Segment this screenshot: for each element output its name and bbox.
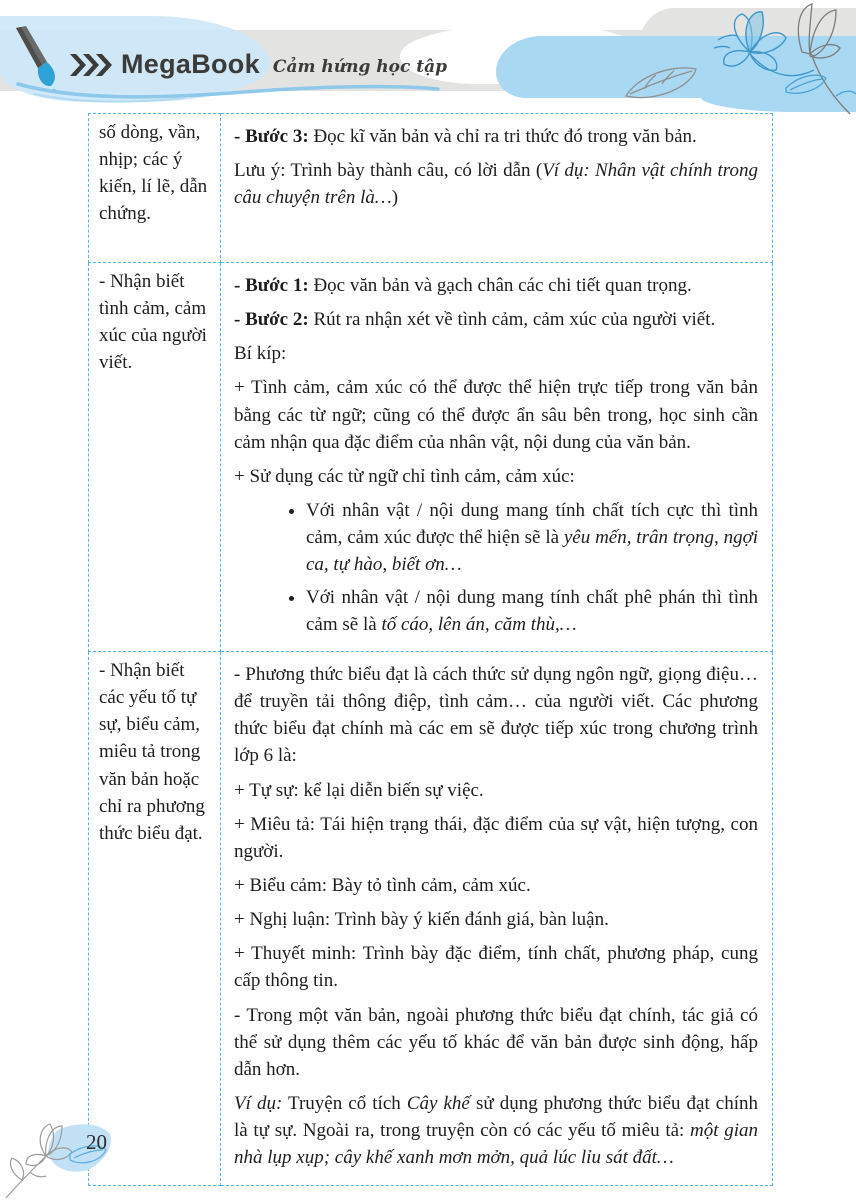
text-segment: Rút ra nhận xét về tình cảm, cảm xúc của người viết. (308, 309, 716, 331)
text-segment: + Biểu cảm: Bày tỏ tình cảm, cảm xúc. (234, 874, 531, 896)
row-detail-cell (221, 651, 773, 1185)
flowers-top-right-decoration (600, 0, 856, 122)
content-table-body (89, 114, 773, 1186)
paragraph (234, 1090, 758, 1171)
text-segment: Ví dụ: (234, 1093, 283, 1115)
text-segment: Lưu ý: Trình bày thành câu, có lời dẫn ( (234, 160, 543, 182)
text-segment: + Tình cảm, cảm xúc có thể được thể hiện trực tiếp trong văn bản bằng các từ ngữ; cũng có thể được ẩn sâu bên trong, học sinh cần cảm nhận qua đặc điểm của nhân vật, nội dung của văn bản. (234, 377, 758, 453)
row-topic-cell (89, 114, 221, 263)
text-segment: Đọc văn bản và gạch chân các chi tiết quan trọng. (308, 275, 692, 296)
text-segment: - Phương thức biểu đạt là cách thức sử dụng ngôn ngữ, giọng điệu… để truyền tải thông điệp, tình cảm… của người viết. Các phương thức biểu đạt chính mà các em sẽ được tiếp xúc trong chương trình lớp 6 là: (234, 663, 758, 767)
table-row (89, 263, 773, 652)
row-detail-cell (221, 114, 773, 263)
text-segment: Với nhân vật / nội dung mang tính chất tích cực thì tình cảm, cảm xúc được thể hiện sẽ là (306, 500, 758, 549)
row-topic-text: - Nhận biết tình cảm, cảm xúc của người viết. (99, 271, 207, 374)
text-segment: một gian nhà lụp xụp; cây khế xanh mơn mởn, quả lúc lỉu sát đất… (234, 1120, 758, 1169)
text-segment: - Bước 2: (234, 309, 309, 331)
text-segment: - Bước 3: (234, 126, 309, 147)
text-segment: Bí kíp: (234, 343, 287, 365)
brand-name: MegaBook (121, 49, 260, 79)
paragraph (234, 872, 758, 899)
table-row (89, 114, 773, 263)
paragraph (234, 811, 758, 865)
text-segment: + Tự sự: kể lại diễn biến sự việc. (234, 779, 484, 801)
paragraph (234, 374, 758, 455)
brush-swoosh-decoration (14, 78, 444, 104)
text-segment: + Thuyết minh: Trình bày đặc điểm, tính chất, phương pháp, cung cấp thông tin. (234, 943, 758, 992)
footer-flower-decoration (0, 1118, 140, 1200)
paragraph (234, 906, 758, 933)
text-segment: Với nhân vật / nội dung mang tính chất phê phán thì tình cảm sẽ là (306, 586, 758, 635)
paragraph (234, 157, 758, 211)
paragraph (234, 272, 758, 299)
table-row (89, 651, 773, 1185)
text-segment: sử dụng phương thức biểu đạt chính là tự sự. Ngoài ra, trong truyện còn có các yếu tố miêu tả: (234, 1093, 759, 1142)
row-topic-text: - Nhận biết các yếu tố tự sự, biểu cảm, miêu tả trong văn bản hoặc chỉ ra phương thức biểu đạt. (99, 659, 205, 844)
paragraph (234, 123, 758, 150)
text-segment: + Miêu tả: Tái hiện trạng thái, đặc điểm của sự vật, hiện tượng, con người. (234, 813, 758, 862)
text-segment: Đọc kĩ văn bản và chỉ ra tri thức đó trong văn bản. (308, 126, 697, 147)
triple-chevron-icon (70, 54, 112, 76)
page-number: 20 (86, 1130, 107, 1154)
content-table (88, 113, 773, 1186)
text-segment: - Bước 1: (234, 275, 309, 296)
row-detail-cell (221, 263, 773, 652)
text-segment: Cây khế (406, 1093, 470, 1115)
paragraph (234, 340, 758, 367)
paragraph (234, 940, 758, 994)
megabook-logo (70, 49, 447, 80)
text-segment: ) (391, 187, 399, 209)
text-segment: + Nghị luận: Trình bày ý kiến đánh giá, bàn luận. (234, 909, 609, 931)
row-topic-text: số dòng, vần, nhịp; các ý kiến, lí lẽ, dẫn chứng. (99, 122, 208, 225)
row-topic-cell (89, 263, 221, 652)
brand-tagline: Cảm hứng học tập (272, 56, 447, 77)
text-segment: Ví dụ: Nhân vật chính trong câu chuyện trên là… (234, 160, 758, 209)
text-segment: yêu mến, trân trọng, ngợi ca, tự hào, biết ơn… (306, 527, 758, 576)
paragraph (234, 463, 758, 490)
bullet-item (306, 584, 758, 638)
paragraph (234, 1002, 758, 1083)
paragraph (234, 306, 758, 333)
text-segment: tố cáo, lên án, căm thù,… (381, 613, 577, 635)
text-segment: - Trong một văn bản, ngoài phương thức biểu đạt chính, tác giả có thể sử dụng thêm các yếu tố khác để văn bản được sinh động, hấp dẫn hơn. (234, 1004, 758, 1080)
row-topic-cell (89, 651, 221, 1185)
text-segment: + Sử dụng các từ ngữ chỉ tình cảm, cảm xúc: (234, 465, 575, 487)
bullet-item (306, 497, 758, 578)
paragraph (234, 777, 758, 804)
bullet-list (234, 497, 758, 638)
text-segment: Truyện cổ tích (282, 1093, 407, 1115)
paragraph (234, 661, 758, 770)
